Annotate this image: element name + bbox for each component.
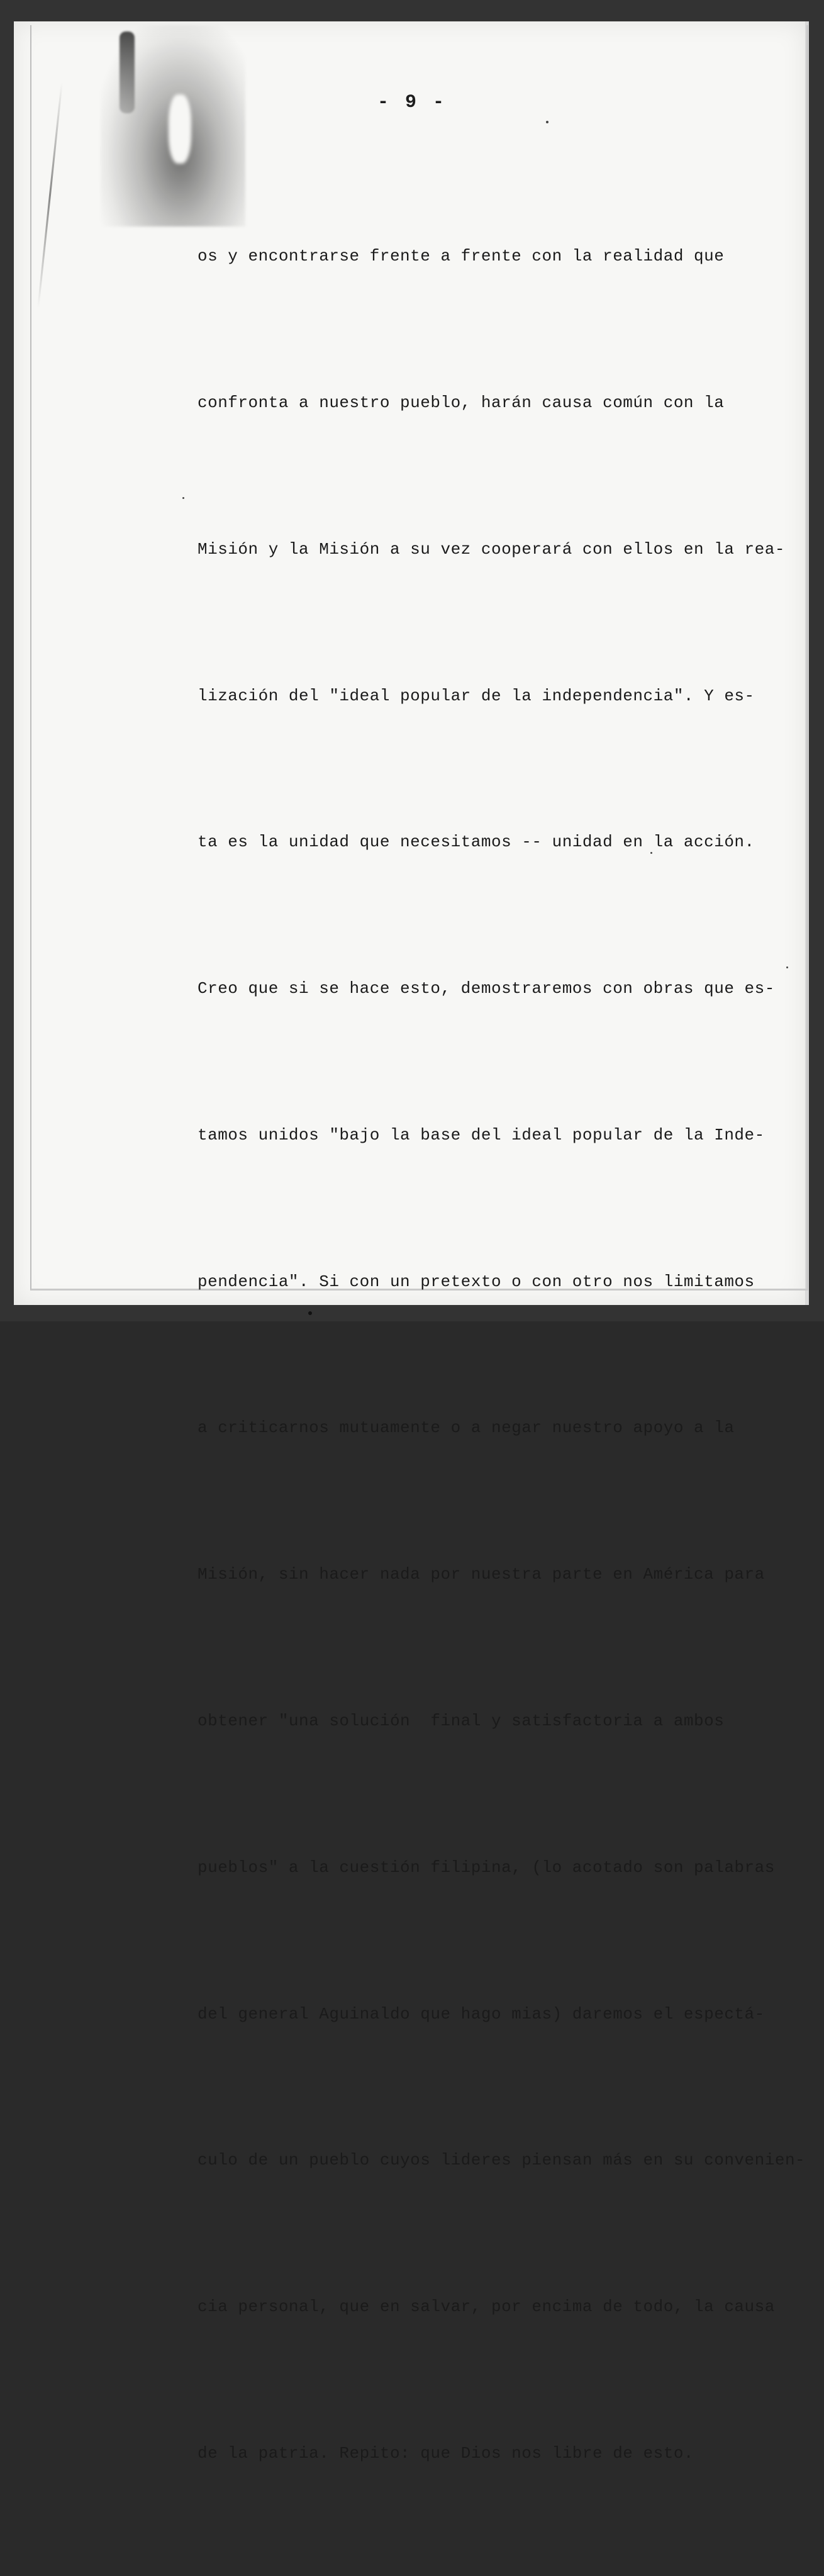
page-number: - 9 -	[377, 92, 447, 113]
text-line: culo de un pueblo cuyos lideres piensan más en su convenien-	[198, 2151, 806, 2170]
text-line: del general Aguinaldo que hago mias) daremos el espectá-	[198, 2004, 765, 2024]
text-line: tamos unidos "bajo la base del ideal popular de la Inde-	[198, 1125, 765, 1145]
ink-speck	[786, 966, 788, 968]
text-line: de la patria. Repito: que Dios nos libre de esto.	[198, 2443, 694, 2463]
text-line: Creo que si se hace esto, demostraremos con obras que es-	[198, 979, 775, 999]
ink-speck	[182, 497, 184, 499]
text-line: cia personal, que en salvar, por encima de todo, la causa	[198, 2297, 775, 2317]
text-line: lización del "ideal popular de la independencia". Y es-	[198, 686, 755, 705]
text-line: Misión, sin hacer nada por nuestra parte en América para	[198, 1565, 765, 1584]
ink-speck	[546, 121, 548, 123]
text-line: a criticarnos mutuamente o a negar nuestro apoyo a la	[198, 1418, 735, 1438]
ink-speck	[650, 852, 652, 854]
ink-speck	[308, 1311, 312, 1315]
text-line: confronta a nuestro pueblo, harán causa común con la	[198, 393, 725, 412]
text-line: pendencia". Si con un pretexto o con otro nos limitamos	[198, 1272, 755, 1291]
text-line: obtener "una solución final y satisfactoria a ambos	[198, 1711, 725, 1730]
text-line: os y encontrarse frente a frente con la realidad que	[198, 247, 725, 266]
text-line: Misión y la Misión a su vez cooperará con ellos en la rea-	[198, 539, 785, 559]
text-line: ta es la unidad que necesitamos -- unidad en la acción.	[198, 832, 755, 852]
text-line: pueblos" a la cuestión filipina, (lo acotado son palabras	[198, 1857, 775, 1877]
typed-body-text	[198, 135, 806, 2576]
